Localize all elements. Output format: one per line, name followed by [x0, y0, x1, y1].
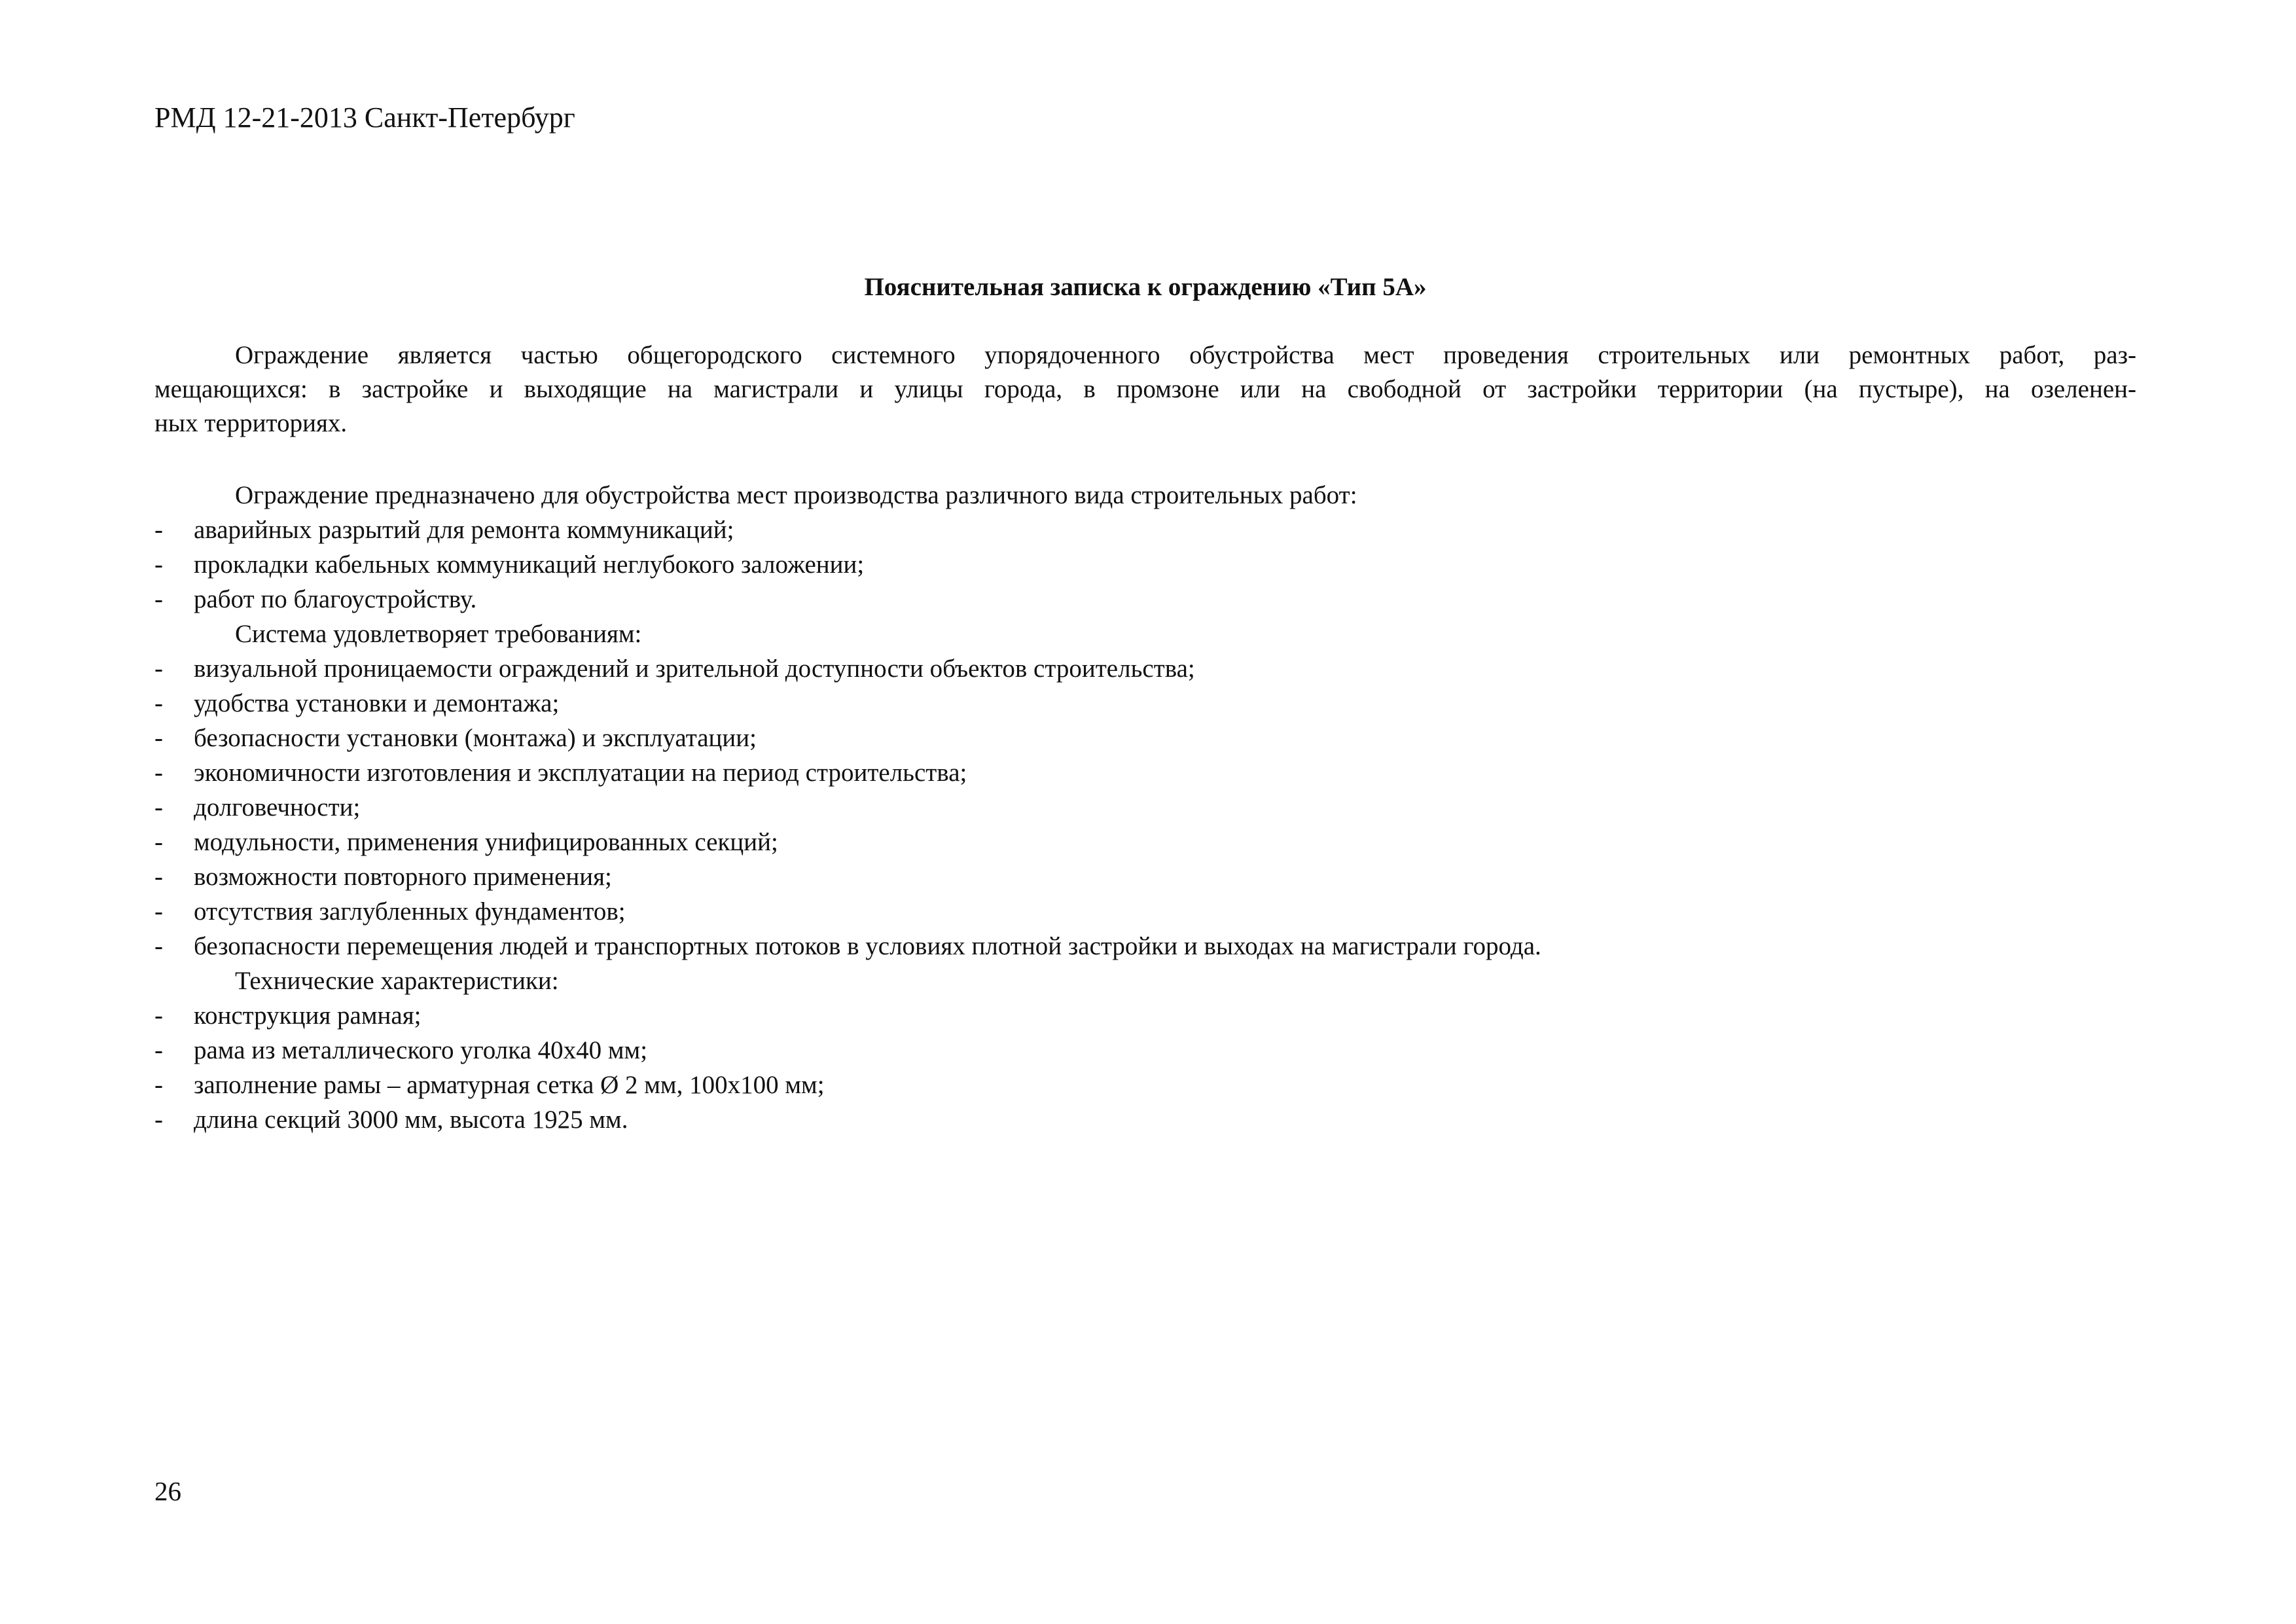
- bullet-dash: -: [154, 863, 163, 891]
- bullet-dash: -: [154, 897, 163, 926]
- list-item: [154, 790, 2136, 825]
- list-item-text: работ по благоустройству.: [194, 585, 477, 613]
- document-title: Пояснительная записка к ограждению «Тип 5А»: [864, 273, 1427, 301]
- list-item-text: долговечности;: [194, 793, 361, 821]
- bullet-dash: -: [154, 1071, 163, 1099]
- purpose-intro: Ограждение предназначено для обустройства мест производства различного вида строительных работ:: [235, 481, 1357, 509]
- main-content: [154, 478, 2136, 1137]
- list-item-text: экономичности изготовления и эксплуатации на период строительства;: [194, 759, 967, 787]
- list-item-text: конструкция рамная;: [194, 1001, 422, 1030]
- list-item: [154, 582, 2136, 617]
- bullet-dash: -: [154, 655, 163, 683]
- list-item: [154, 1033, 2136, 1068]
- list-item-text: безопасности установки (монтажа) и эксплуатации;: [194, 724, 757, 752]
- list-item: [154, 1102, 2136, 1137]
- list-item: [154, 721, 2136, 755]
- page-number: 26: [154, 1476, 181, 1506]
- bullet-dash: -: [154, 689, 163, 717]
- bullet-dash: -: [154, 585, 163, 613]
- bullet-dash: -: [154, 724, 163, 752]
- list-item-text: аварийных разрытий для ремонта коммуникаций;: [194, 516, 734, 544]
- document-header: РМД 12-21-2013 Санкт-Петербург: [154, 101, 575, 134]
- intro-line: ных территориях.: [154, 409, 348, 437]
- list-item-text: заполнение рамы – арматурная сетка Ø 2 мм, 100х100 мм;: [194, 1071, 825, 1099]
- list-item: [154, 998, 2136, 1033]
- list-item-text: визуальной проницаемости ограждений и зрительной доступности объектов строительства;: [194, 655, 1195, 683]
- bullet-dash: -: [154, 932, 163, 960]
- list-item-text: удобства установки и демонтажа;: [194, 689, 560, 717]
- bullet-dash: -: [154, 828, 163, 856]
- list-item: [154, 859, 2136, 894]
- list-item: [154, 825, 2136, 859]
- list-item: [154, 755, 2136, 790]
- list-item: [154, 894, 2136, 929]
- bullet-dash: -: [154, 550, 163, 579]
- list-item: [154, 1068, 2136, 1102]
- list-item: [154, 686, 2136, 721]
- list-item-text: длина секций 3000 мм, высота 1925 мм.: [194, 1106, 628, 1134]
- list-item: [154, 513, 2136, 547]
- bullet-dash: -: [154, 759, 163, 787]
- list-item: [154, 929, 2136, 964]
- bullet-dash: -: [154, 1106, 163, 1134]
- list-item: [154, 547, 2136, 582]
- specs-intro: Технические характеристики:: [235, 967, 559, 995]
- list-item: [154, 651, 2136, 686]
- bullet-dash: -: [154, 1001, 163, 1030]
- list-item-text: отсутствия заглубленных фундаментов;: [194, 897, 626, 926]
- bullet-dash: -: [154, 516, 163, 544]
- list-item-text: безопасности перемещения людей и транспортных потоков в условиях плотной застройки и выходах на магистрали города.: [194, 932, 1541, 960]
- intro-line: Ограждение является частью общегородского системного упорядоченного обустройства мест проведения строительных или ремонтных работ, раз-: [235, 341, 2136, 369]
- list-item-text: модульности, применения унифицированных секций;: [194, 828, 778, 856]
- intro-paragraph: [154, 338, 2136, 441]
- list-item-text: возможности повторного применения;: [194, 863, 612, 891]
- bullet-dash: -: [154, 1036, 163, 1064]
- list-item-text: рама из металлического уголка 40х40 мм;: [194, 1036, 648, 1064]
- requirements-intro: Система удовлетворяет требованиям:: [235, 620, 642, 648]
- intro-line: мещающихся: в застройке и выходящие на магистрали и улицы города, в промзоне или на свободной от застройки территории (на пустыре), на озеленен-: [154, 375, 2136, 403]
- bullet-dash: -: [154, 793, 163, 821]
- list-item-text: прокладки кабельных коммуникаций неглубокого заложении;: [194, 550, 865, 579]
